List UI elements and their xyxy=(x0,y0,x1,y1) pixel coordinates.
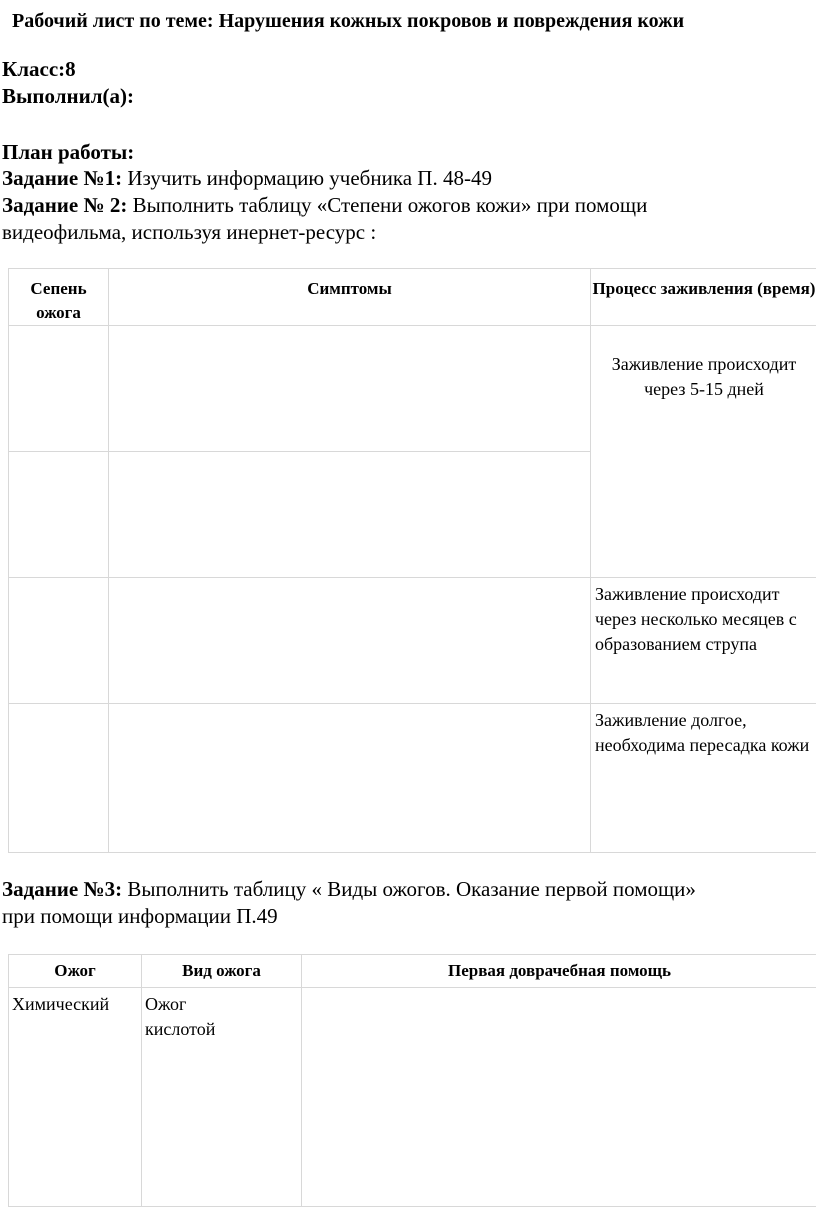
class-line: Класс:8 xyxy=(2,57,76,81)
burn-cell: Химический xyxy=(9,988,142,1207)
healing-cell: Заживление происходит через 5-15 дней xyxy=(591,326,816,578)
symptoms-cell[interactable] xyxy=(109,704,591,853)
header-first-aid: Первая доврачебная помощь xyxy=(302,955,816,988)
first-aid-cell[interactable] xyxy=(302,988,816,1207)
burn-type-text: Ожог кислотой xyxy=(145,994,216,1039)
healing-cell: Заживление происходит через несколько месяцев с образованием струпа xyxy=(591,578,816,704)
task2-label: Задание № 2: xyxy=(2,193,128,217)
symptoms-cell[interactable] xyxy=(109,326,591,452)
degree-cell[interactable] xyxy=(9,452,109,578)
header-symptoms: Симптомы xyxy=(109,269,591,326)
task1-label: Задание №1: xyxy=(2,166,123,190)
header-burn-type: Вид ожога xyxy=(142,955,302,988)
healing-cell: Заживление долгое, необходима пересадка кожи xyxy=(591,704,816,853)
task1 xyxy=(2,165,492,191)
task3-label: Задание №3: xyxy=(2,877,123,901)
header-burn: Ожог xyxy=(9,955,142,988)
header-degree: Сепень ожога xyxy=(9,269,109,326)
burn-type-cell xyxy=(142,988,302,1207)
plan-label: План работы: xyxy=(2,140,135,164)
header-healing: Процесс заживления (время) xyxy=(591,269,816,326)
worksheet-title: Рабочий лист по теме: Нарушения кожных покровов и повреждения кожи xyxy=(12,10,685,32)
symptoms-cell[interactable] xyxy=(109,452,591,578)
task2-text: Выполнить таблицу «Степени ожогов кожи» при помощи xyxy=(127,193,648,217)
symptoms-cell[interactable] xyxy=(109,578,591,704)
task3 xyxy=(2,876,696,902)
degree-cell[interactable] xyxy=(9,578,109,704)
burn-degrees-table xyxy=(8,268,816,853)
degree-cell[interactable] xyxy=(9,704,109,853)
degree-cell[interactable] xyxy=(9,326,109,452)
task3-text: Выполнить таблицу « Виды ожогов. Оказание первой помощи» xyxy=(122,877,696,901)
burn-types-table xyxy=(8,954,816,1207)
task3-text-cont: при помощи информации П.49 xyxy=(2,904,278,928)
performer-label: Выполнил(а): xyxy=(2,84,134,108)
task1-text: Изучить информацию учебника П. 48-49 xyxy=(122,166,492,190)
task2 xyxy=(2,192,647,218)
task2-text-cont: видеофильма, используя инернет-ресурс : xyxy=(2,220,377,244)
